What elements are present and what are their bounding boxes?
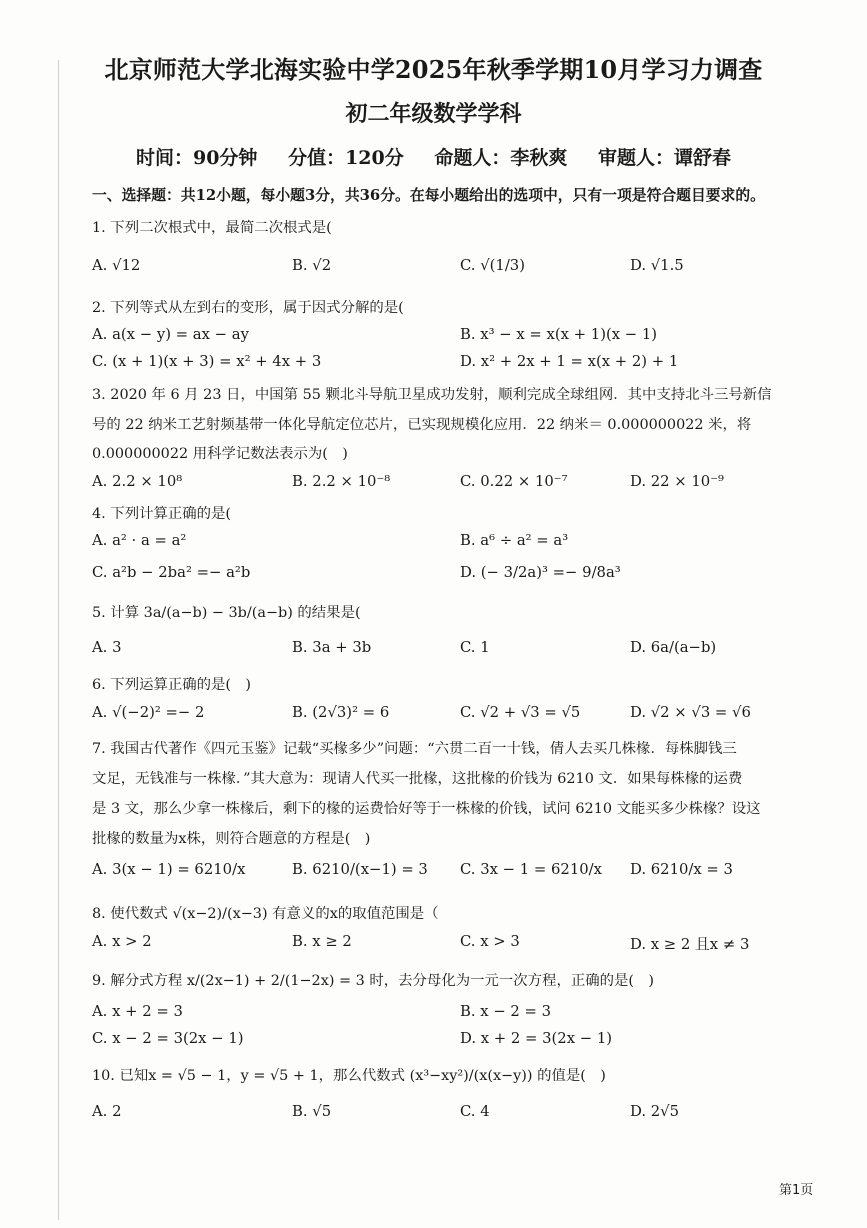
question-stem: 8. 使代数式 √(x−2)/(x−3) 有意义的x的取值范围是（ — [92, 906, 439, 922]
option-b: B. a⁶ ÷ a² = a³ — [460, 532, 569, 549]
exam-title: 北京师范大学北海实验中学2025年秋季学期10月学习力调查 — [104, 55, 763, 84]
option-d: D. 6a/(a−b) — [630, 639, 717, 656]
option-a: A. a² · a = a² — [92, 532, 187, 549]
meta-reviewer: 审题人：谭舒春 — [598, 147, 732, 169]
option-a: A. √(−2)² =− 2 — [92, 704, 205, 721]
question-stem: 2. 下列等式从左到右的变形，属于因式分解的是( — [92, 300, 404, 316]
meta-author: 命题人：李秋爽 — [434, 147, 568, 169]
option-b: B. (2√3)² = 6 — [292, 704, 390, 721]
option-b: B. 6210/(x−1) = 3 — [292, 861, 428, 878]
exam-meta — [0, 143, 867, 170]
question-stem: 9. 解分式方程 x/(2x−1) + 2/(1−2x) = 3 时，去分母化为一元一次方程，正确的是( ) — [92, 973, 655, 989]
option-b: B. x ≥ 2 — [292, 933, 352, 950]
option-a: A. √12 — [92, 257, 141, 274]
binding-margin-line — [58, 60, 59, 1220]
option-a: A. x + 2 = 3 — [92, 1003, 183, 1020]
option-a: A. 2.2 × 10⁸ — [92, 473, 183, 490]
question-stem: 3. 2020 年 6 月 23 日，中国第 55 颗北斗导航卫星成功发射，顺利完成全球组网．其中支持北斗三号新信 — [92, 387, 772, 403]
option-c: C. 0.22 × 10⁻⁷ — [460, 473, 568, 490]
option-d: D. (− 3/2a)³ =− 9/8a³ — [460, 564, 621, 581]
question-stem: 号的 22 纳米工艺射频基带一体化导航定位芯片，已实现规模化应用．22 纳米＝ 0.000000022 米，将 — [92, 417, 752, 433]
option-d: D. x + 2 = 3(2x − 1) — [460, 1030, 613, 1047]
question-stem: 6. 下列运算正确的是( ) — [92, 677, 252, 693]
option-a: A. x > 2 — [92, 933, 152, 950]
option-d: D. 22 × 10⁻⁹ — [630, 473, 724, 490]
option-c: C. √2 + √3 = √5 — [460, 704, 581, 721]
option-a: A. 3(x − 1) = 6210/x — [92, 861, 246, 878]
option-c: C. √(1/3) — [460, 257, 525, 274]
option-b: B. √2 — [292, 257, 332, 274]
question-stem: 是 3 文，那么少拿一株椽后，剩下的椽的运费恰好等于一株椽的价钱，试问 6210 文能买多少株椽？设这 — [92, 801, 761, 817]
option-c: C. 1 — [460, 639, 490, 656]
question-stem: 4. 下列计算正确的是( — [92, 506, 232, 522]
option-b: B. 2.2 × 10⁻⁸ — [292, 473, 391, 490]
option-c: C. (x + 1)(x + 3) = x² + 4x + 3 — [92, 353, 322, 370]
option-c: C. a²b − 2ba² =− a²b — [92, 564, 251, 581]
meta-score: 分值：120分 — [288, 147, 404, 169]
option-d: D. 2√5 — [630, 1103, 680, 1120]
option-d: D. x² + 2x + 1 = x(x + 2) + 1 — [460, 353, 679, 370]
option-d: D. √2 × √3 = √6 — [630, 704, 751, 721]
meta-time: 时间：90分钟 — [135, 147, 258, 169]
question-stem: 1. 下列二次根式中，最简二次根式是( — [92, 220, 332, 236]
option-b: B. x − 2 = 3 — [460, 1003, 552, 1020]
option-a: A. a(x − y) = ax − ay — [92, 326, 249, 343]
option-b: B. 3a + 3b — [292, 639, 372, 656]
option-d: D. √1.5 — [630, 257, 684, 274]
option-a: A. 3 — [92, 639, 122, 656]
option-c: C. 3x − 1 = 6210/x — [460, 861, 602, 878]
page-number: 第1页 — [779, 1183, 814, 1198]
question-stem: 10. 已知x = √5 − 1，y = √5 + 1，那么代数式 (x³−xy²)/(x(x−y)) 的值是( ) — [92, 1068, 606, 1084]
section-heading: 一、选择题：共12小题，每小题3分，共36分。在每小题给出的选项中，只有一项是符合题目要求的。 — [92, 187, 765, 204]
option-b: B. x³ − x = x(x + 1)(x − 1) — [460, 326, 658, 343]
option-d: D. x ≥ 2 且x ≠ 3 — [630, 936, 750, 953]
question-stem: 7. 我国古代著作《四元玉鉴》记载“买椽多少”问题：“六贯二百一十钱，倩人去买几株椽．每株脚钱三 — [92, 741, 737, 757]
option-c: C. 4 — [460, 1103, 490, 1120]
option-c: C. x > 3 — [460, 933, 520, 950]
question-stem: 文足，无钱准与一株椽．”其大意为：现请人代买一批椽，这批椽的价钱为 6210 文．如果每株椽的运费 — [92, 771, 743, 787]
exam-subtitle: 初二年级数学学科 — [345, 101, 522, 127]
question-stem: 批椽的数量为x株，则符合题意的方程是( ) — [92, 831, 371, 847]
question-stem: 5. 计算 3a/(a−b) − 3b/(a−b) 的结果是( — [92, 605, 361, 621]
question-stem: 0.000000022 用科学记数法表示为( ) — [92, 446, 348, 462]
option-c: C. x − 2 = 3(2x − 1) — [92, 1030, 244, 1047]
option-a: A. 2 — [92, 1103, 122, 1120]
option-b: B. √5 — [292, 1103, 332, 1120]
option-d: D. 6210/x = 3 — [630, 861, 733, 878]
